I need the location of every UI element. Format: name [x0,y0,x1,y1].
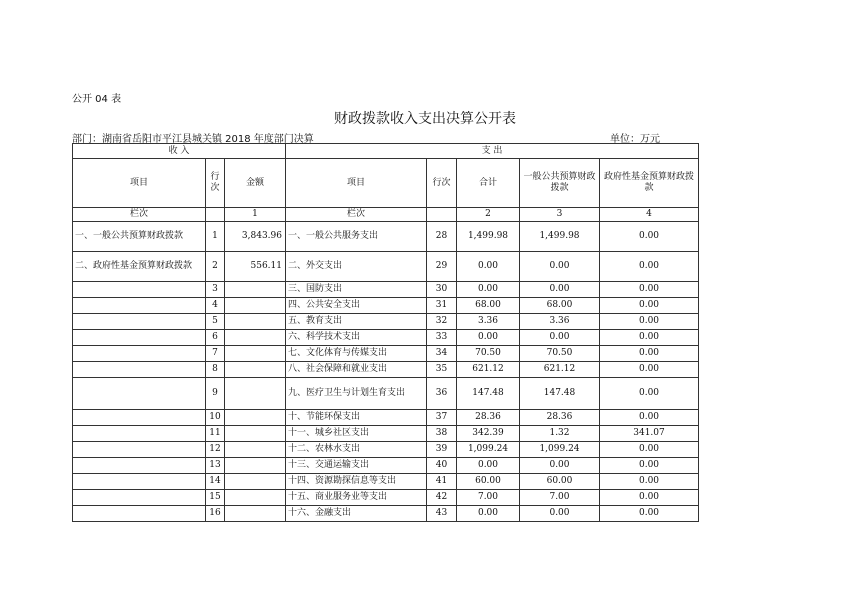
expense-row-no-cell: 38 [427,426,457,442]
page-title: 财政拨款收入支出决算公开表 [334,111,516,127]
income-item-cell [73,426,206,442]
income-item-cell [73,362,206,378]
expense-item-cell: 十二、农林水支出 [286,442,427,458]
expense-row-no-cell: 33 [427,330,457,346]
general-budget-cell: 0.00 [520,506,600,522]
expense-item-cell: 二、外交支出 [286,252,427,282]
amount-cell: 3,843.96 [225,222,286,252]
income-row-no-cell: 14 [206,474,225,490]
income-row-no-cell: 1 [206,222,225,252]
fund-budget-cell: 0.00 [600,252,699,282]
amount-cell [225,474,286,490]
table-row [73,222,699,252]
total-cell: 7.00 [457,490,520,506]
total-cell: 147.48 [457,378,520,410]
fund-budget-cell: 0.00 [600,222,699,252]
total-cell: 3.36 [457,314,520,330]
expense-item-cell: 七、文化体育与传媒支出 [286,346,427,362]
fund-budget-cell: 0.00 [600,314,699,330]
income-row-no-cell: 3 [206,282,225,298]
table-row [73,458,699,474]
fund-budget-cell: 0.00 [600,362,699,378]
amount-cell [225,378,286,410]
expense-item-cell: 三、国防支出 [286,282,427,298]
total-cell: 0.00 [457,458,520,474]
fund-budget-cell: 0.00 [600,330,699,346]
general-budget-cell: 0.00 [520,330,600,346]
total-cell: 0.00 [457,506,520,522]
income-row-no-cell: 13 [206,458,225,474]
department-label: 部门：湖南省岳阳市平江县城关镇 2018 年度部门决算 [72,134,314,145]
lane-1: 1 [225,208,286,222]
total-cell: 621.12 [457,362,520,378]
expense-row-no-cell: 31 [427,298,457,314]
income-item-cell: 二、政府性基金预算财政拨款 [73,252,206,282]
lane-label: 栏次 [73,208,206,222]
general-budget-cell: 28.36 [520,410,600,426]
fund-budget-cell: 0.00 [600,298,699,314]
fund-budget-header: 政府性基金预算财政拨款 [600,159,699,208]
expense-item-cell: 十四、资源勘探信息等支出 [286,474,427,490]
general-budget-cell: 1,499.98 [520,222,600,252]
expense-row-no-cell: 36 [427,378,457,410]
income-row-no-cell: 12 [206,442,225,458]
expense-item-cell: 十、节能环保支出 [286,410,427,426]
expense-row-no-cell: 42 [427,490,457,506]
expense-row-no-cell: 43 [427,506,457,522]
income-header: 收 入 [73,144,286,159]
general-budget-cell: 68.00 [520,298,600,314]
general-budget-cell: 0.00 [520,282,600,298]
expense-row-no-cell: 28 [427,222,457,252]
income-row-no-cell: 15 [206,490,225,506]
income-row-no-cell: 9 [206,378,225,410]
document-number: 公开 04 表 [72,94,122,105]
income-row-no-cell: 11 [206,426,225,442]
expense-row-no-cell: 34 [427,346,457,362]
amount-cell [225,298,286,314]
table-row [73,378,699,410]
lane-4: 4 [600,208,699,222]
general-budget-cell: 60.00 [520,474,600,490]
income-item-cell: 一、一般公共预算财政拨款 [73,222,206,252]
table-row [73,442,699,458]
expense-item-cell: 五、教育支出 [286,314,427,330]
fund-budget-cell: 0.00 [600,346,699,362]
income-row-no-cell: 8 [206,362,225,378]
table-row [73,426,699,442]
total-cell: 68.00 [457,298,520,314]
total-cell: 0.00 [457,330,520,346]
total-cell: 0.00 [457,282,520,298]
unit-label: 单位：万元 [610,134,660,145]
expense-item-cell: 八、社会保障和就业支出 [286,362,427,378]
table-row [73,490,699,506]
expense-item-cell: 九、医疗卫生与计划生育支出 [286,378,427,410]
income-item-cell [73,410,206,426]
amount-cell [225,458,286,474]
amount-cell [225,426,286,442]
expense-row-no-header: 行次 [427,159,457,208]
table-row [73,346,699,362]
general-budget-cell: 147.48 [520,378,600,410]
income-item-cell [73,378,206,410]
amount-header: 金额 [225,159,286,208]
amount-cell [225,314,286,330]
amount-cell [225,282,286,298]
table-row [73,282,699,298]
amount-cell [225,362,286,378]
table-row [73,474,699,490]
income-row-no-header: 行次 [206,159,225,208]
fund-budget-cell: 0.00 [600,458,699,474]
income-item-cell [73,346,206,362]
income-item-cell [73,314,206,330]
income-item-cell [73,298,206,314]
general-budget-cell: 3.36 [520,314,600,330]
general-budget-header: 一般公共预算财政拨款 [520,159,600,208]
income-item-cell [73,442,206,458]
income-row-no-cell: 4 [206,298,225,314]
general-budget-cell: 0.00 [520,252,600,282]
fund-budget-cell: 0.00 [600,442,699,458]
expense-lane-blank [427,208,457,222]
total-cell: 60.00 [457,474,520,490]
table-row [73,330,699,346]
total-cell: 0.00 [457,252,520,282]
table-body [73,222,699,522]
expense-row-no-cell: 35 [427,362,457,378]
fund-budget-cell: 0.00 [600,410,699,426]
income-row-no-cell: 5 [206,314,225,330]
expense-item-cell: 十六、金融支出 [286,506,427,522]
fund-budget-cell: 0.00 [600,378,699,410]
expense-item-cell: 十一、城乡社区支出 [286,426,427,442]
income-item-cell [73,330,206,346]
expense-item-cell: 一、一般公共服务支出 [286,222,427,252]
lane-2: 2 [457,208,520,222]
amount-cell [225,346,286,362]
income-item-header: 项目 [73,159,206,208]
general-budget-cell: 7.00 [520,490,600,506]
general-budget-cell: 70.50 [520,346,600,362]
income-row-no-cell: 6 [206,330,225,346]
income-item-cell [73,490,206,506]
income-row-no-cell: 2 [206,252,225,282]
total-cell: 28.36 [457,410,520,426]
general-budget-cell: 1.32 [520,426,600,442]
amount-cell [225,490,286,506]
amount-cell [225,410,286,426]
income-row-no-cell: 10 [206,410,225,426]
income-item-cell [73,506,206,522]
lane-3: 3 [520,208,600,222]
budget-table [72,143,699,522]
fund-budget-cell: 0.00 [600,474,699,490]
expense-header: 支 出 [286,144,699,159]
expense-row-no-cell: 32 [427,314,457,330]
table-row [73,298,699,314]
expense-row-no-cell: 39 [427,442,457,458]
total-cell: 70.50 [457,346,520,362]
total-header: 合计 [457,159,520,208]
expense-row-no-cell: 30 [427,282,457,298]
expense-row-no-cell: 41 [427,474,457,490]
amount-cell: 556.11 [225,252,286,282]
income-item-cell [73,474,206,490]
expense-lane-label: 栏次 [286,208,427,222]
fund-budget-cell: 0.00 [600,490,699,506]
amount-cell [225,442,286,458]
table-row [73,314,699,330]
fund-budget-cell: 341.07 [600,426,699,442]
expense-item-cell: 四、公共安全支出 [286,298,427,314]
expense-item-cell: 十三、交通运输支出 [286,458,427,474]
general-budget-cell: 621.12 [520,362,600,378]
expense-row-no-cell: 40 [427,458,457,474]
amount-cell [225,330,286,346]
total-cell: 1,499.98 [457,222,520,252]
table-row [73,362,699,378]
table-row [73,252,699,282]
income-row-no-cell: 16 [206,506,225,522]
general-budget-cell: 0.00 [520,458,600,474]
income-item-cell [73,282,206,298]
total-cell: 342.39 [457,426,520,442]
amount-cell [225,506,286,522]
fund-budget-cell: 0.00 [600,282,699,298]
lane-blank [206,208,225,222]
total-cell: 1,099.24 [457,442,520,458]
income-item-cell [73,458,206,474]
expense-row-no-cell: 37 [427,410,457,426]
income-row-no-cell: 7 [206,346,225,362]
expense-item-header: 项目 [286,159,427,208]
table-row [73,410,699,426]
expense-row-no-cell: 29 [427,252,457,282]
fund-budget-cell: 0.00 [600,506,699,522]
table-row [73,506,699,522]
expense-item-cell: 六、科学技术支出 [286,330,427,346]
expense-item-cell: 十五、商业服务业等支出 [286,490,427,506]
general-budget-cell: 1,099.24 [520,442,600,458]
